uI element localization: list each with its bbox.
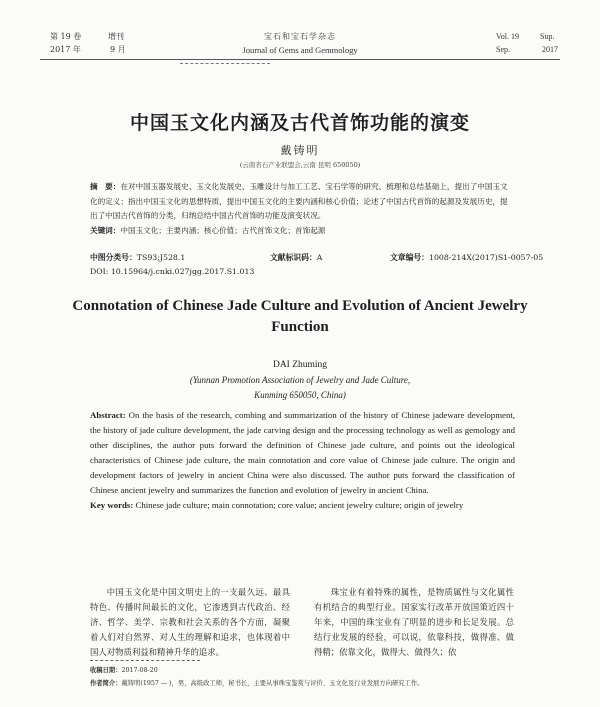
affiliation-en: [0, 373, 600, 403]
keywords-en-label: Key words:: [90, 500, 134, 510]
body-column-right: 珠宝业有着特殊的属性，是物质属性与文化属性有机结合的典型行业。国家实行改革开放国策近四十年来，中国的珠宝业有了明显的进步和长足发展。总结行业发展的经验，可以说，依靠科技，做得准、做得精；依靠文化，做得大、做得久；依: [314, 587, 514, 657]
abstract-cn: [90, 180, 515, 238]
abstract-en-text: On the basis of the research, combing and summarization of the history of Chinese jadeware development, the history of jade culture development, the jade carving design and the processing technology as well as gemology and other disciplines, the author puts forward the definition of Chinese jade culture, and points out the ideological characteristics of Chinese jade culture, the main connotation and core value of Chinese jade culture. The origin and development factors of jewelry in ancient China were also discussed. The author puts forward the classification of Chinese ancient jewelry and summarizes the function and evolution of jewelry in ancient China.: [90, 410, 515, 495]
clc-value: TS93;J528.1: [136, 253, 186, 262]
abstract-en-label: Abstract:: [90, 410, 126, 420]
abstract-cn-text: 在对中国玉器发展史、玉文化发展史、玉雕设计与加工工艺、宝石学等的研究、梳理和总结基础上，提出了中国玉文化的定义；指出中国玉文化的思想特质，提出中国玉文化的主要内涵和核心价值；论述了中国古代首饰的起源及发展历史，提出了中国古代首饰的分类，归纳总结中国古代首饰的功能及演变状况。: [90, 182, 508, 221]
journal-title-en: Journal of Gems and Gemmology: [242, 45, 358, 55]
header-volume-en: Vol. 19: [496, 32, 519, 41]
footnote-rule: [90, 660, 200, 661]
author-cn: 戴铸明: [280, 144, 320, 157]
received-value: 2017-08-20: [121, 667, 158, 674]
document-code-label: 文献标识码：: [270, 253, 317, 262]
clc-code: [90, 252, 185, 264]
header-year-cn: 2017 年: [50, 45, 81, 54]
document-code-value: A: [316, 253, 323, 262]
body-column-left: 中国玉文化是中国文明史上的一支最久远、最具特色、传播时间最长的文化，它渗透到古代政治、经济、哲学、美学、宗教和社会关系的各个方面，凝聚着人们对自然界、对人生的理解和追求，也体现着中国人对物质利益和精神升华的追求。: [90, 587, 290, 657]
document-code: [270, 252, 322, 264]
header-month-en: Sep.: [496, 45, 510, 54]
footnote-received: [90, 664, 158, 677]
footnote-author-bio: [90, 677, 520, 690]
header-volume-cn: 第 19 卷: [50, 32, 82, 41]
keywords-cn-label: 关键词：: [90, 225, 121, 235]
keywords-en-text: Chinese jade culture; main connotation; core value; ancient jewelry culture; origin of jewelry: [135, 500, 464, 510]
header-month-cn: 9 月: [110, 45, 126, 54]
received-label: 收稿日期：: [90, 667, 122, 674]
abstract-en: [90, 408, 515, 513]
header-subrule: [180, 63, 270, 64]
article-number: [390, 252, 543, 264]
header-issue-en: Sup.: [540, 32, 555, 41]
abstract-cn-label: 摘 要：: [90, 182, 121, 191]
author-bio-label: 作者简介：: [90, 680, 122, 687]
header-year-en: 2017: [542, 45, 558, 54]
header-issue-cn: 增刊: [108, 32, 124, 41]
article-number-label: 文章编号：: [390, 253, 429, 262]
clc-label: 中图分类号：: [90, 253, 137, 262]
page-title-cn: 中国玉文化内涵及古代首饰功能的演变: [129, 112, 470, 134]
keywords-cn-text: 中国玉文化；主要内涵；核心价值；古代首饰文化；首饰起源: [120, 225, 326, 235]
affiliation-en-line2: Kunming 650050, China): [254, 390, 346, 400]
author-bio-value: 戴铸明(1957 — )，男，高级政工师，秘书长，主要从事珠宝鉴赏与评价、玉文化及行业发展方向研究工作。: [121, 680, 424, 687]
affiliation-en-line1: (Yunnan Promotion Association of Jewelry and Jade Culture,: [189, 375, 411, 385]
doi: DOI: 10.15964/j.cnki.027jgg.2017.S1.013: [90, 267, 255, 276]
journal-title-cn: 宝石和宝石学杂志: [264, 32, 336, 41]
page-title-en: Connotation of Chinese Jade Culture and Evolution of Ancient Jewelry Function: [72, 298, 528, 335]
article-number-value: 1008-214X(2017)S1-0057-05: [428, 253, 544, 262]
author-en: DAI Zhuming: [272, 360, 328, 370]
header-rule: [40, 59, 560, 60]
affiliation-cn: (云南省石产业联盟会,云南 昆明 650050): [239, 161, 361, 169]
